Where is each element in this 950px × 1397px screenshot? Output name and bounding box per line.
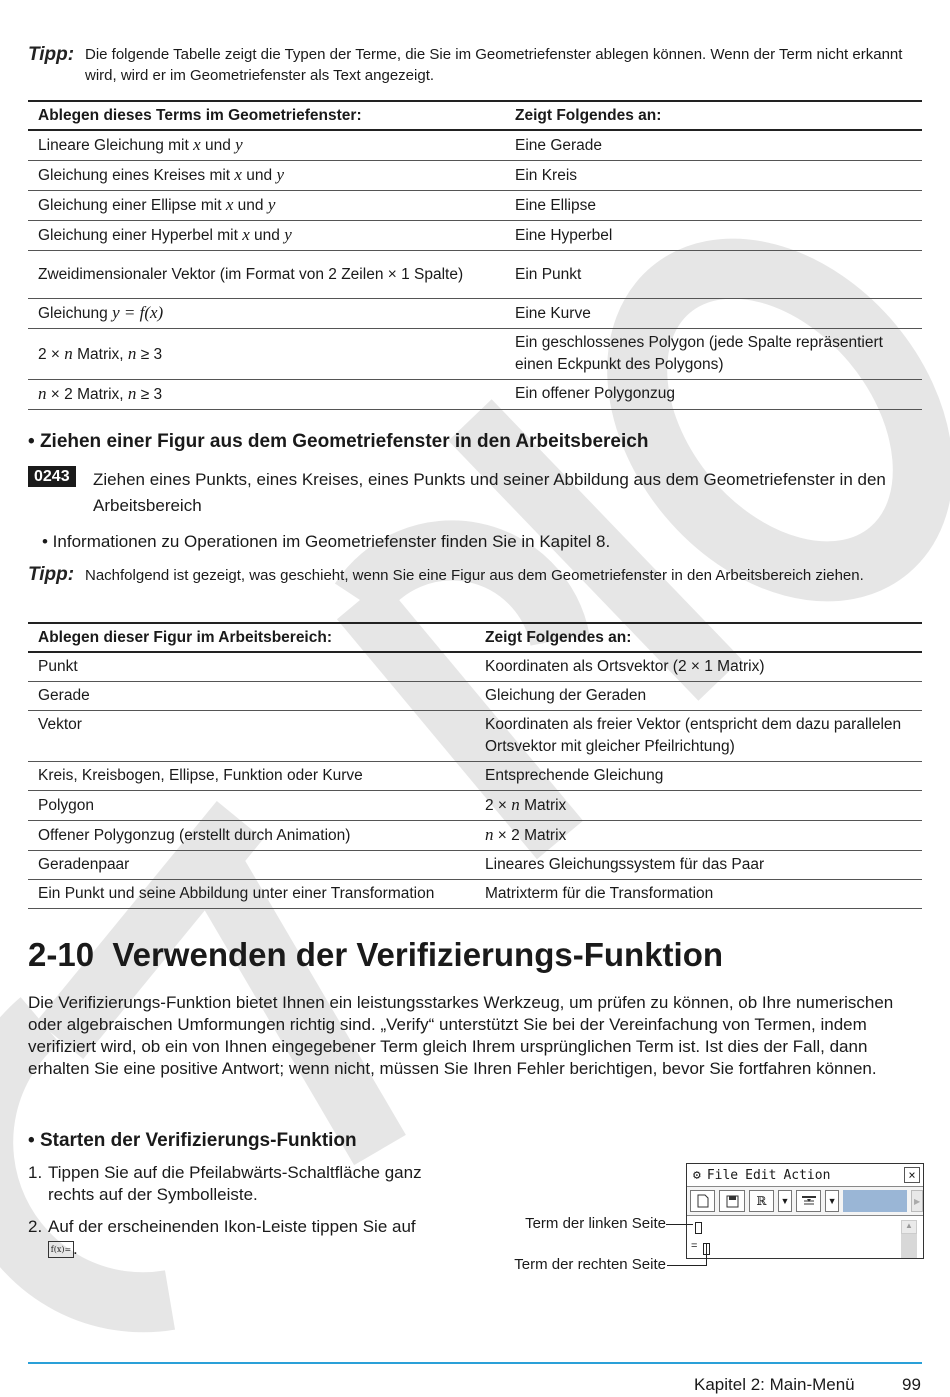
new-file-icon[interactable] (690, 1190, 715, 1212)
table-cell: Ein Punkt (505, 251, 922, 299)
section-heading (28, 1130, 357, 1152)
table-row (28, 329, 922, 380)
cell-text: und (241, 167, 277, 184)
table-cell (28, 221, 505, 251)
verify-icon: f(x)= (48, 1241, 74, 1258)
table-header: Zeigt Folgendes an: (475, 623, 922, 652)
example-badge (28, 468, 76, 486)
table-cell: Eine Kurve (505, 299, 922, 329)
table-row (28, 791, 922, 821)
equals-sign: = (691, 1240, 698, 1252)
callout-line (706, 1244, 707, 1265)
table-cell (28, 380, 505, 410)
table-cell: Offener Polygonzug (erstellt durch Animation) (28, 821, 475, 851)
table-cell: Kreis, Kreisbogen, Ellipse, Funktion oder Kurve (28, 762, 475, 791)
table-row (28, 682, 922, 711)
real-mode-icon[interactable]: ℝ (749, 1190, 774, 1212)
callout-line (667, 1265, 707, 1266)
tipp-label: Tipp: (28, 44, 75, 65)
table-row (28, 711, 922, 762)
table-cell: Polygon (28, 791, 475, 821)
table-cell (28, 130, 505, 161)
table-header-row (28, 101, 922, 130)
table-cell (28, 161, 505, 191)
tipp-text: Nachfolgend ist gezeigt, was geschieht, wenn Sie eine Figur aus dem Geometriefenster in den Arbeitsbereich ziehen. (85, 567, 864, 584)
step-end: . (73, 1239, 78, 1258)
cell-text: und (233, 197, 268, 214)
table-row (28, 130, 922, 161)
table-cell (475, 791, 922, 821)
math-var: x (193, 135, 201, 154)
table-row (28, 161, 922, 191)
table-cell: Koordinaten als Ortsvektor (2 × 1 Matrix) (475, 652, 922, 682)
math-var: y (276, 165, 284, 184)
callout-left-term: Term der linken Seite (525, 1215, 666, 1232)
cell-text: 2 × (38, 345, 65, 363)
table-row (28, 299, 922, 329)
step-number: 2. (28, 1217, 43, 1236)
calculator-screen (686, 1163, 924, 1259)
chapter-number: 2-10 (28, 936, 95, 973)
cell-text: Gleichung einer Hyperbel mit (38, 227, 243, 244)
bullet: • (28, 1130, 35, 1151)
tipp-label: Tipp: (28, 564, 75, 585)
math-var: n (127, 343, 137, 363)
cell-text: ≥ 3 (136, 345, 163, 363)
insert-icon[interactable] (796, 1190, 821, 1212)
table-row (28, 821, 922, 851)
example-text: Ziehen eines Punkts, eines Kreises, eines Punkts und seiner Abbildung aus dem Geometriefenster in den Arbeitsbereich (93, 470, 886, 515)
menu-action[interactable]: Action (783, 1167, 831, 1183)
figures-table (28, 622, 922, 909)
table-cell: Zweidimensionaler Vektor (im Format von 2 Zeilen × 1 Spalte) (28, 251, 505, 299)
calc-toolbar (687, 1187, 923, 1216)
cell-text: Gleichung einer Ellipse mit (38, 197, 226, 214)
section-heading (28, 431, 648, 453)
cell-text: Matrix (519, 797, 567, 814)
table-row (28, 880, 922, 909)
table-cell: Ein Kreis (505, 161, 922, 191)
table-row (28, 762, 922, 791)
section-heading-text: Ziehen einer Figur aus dem Geometriefenster in den Arbeitsbereich (39, 431, 649, 452)
table-cell: Gleichung der Geraden (475, 682, 922, 711)
table-cell: Geradenpaar (28, 851, 475, 880)
cell-text: Matrix, (72, 345, 128, 363)
section-heading-text: Starten der Verifizierungs-Funktion (39, 1130, 357, 1151)
gear-icon[interactable]: ⚙ (693, 1167, 701, 1183)
math-formula: y = f(x) (112, 303, 164, 322)
cell-text: Gleichung eines Kreises mit (38, 167, 235, 184)
table-cell: Punkt (28, 652, 475, 682)
close-icon[interactable]: × (904, 1167, 920, 1183)
example-number: 0243 (28, 466, 76, 487)
cell-text: und (200, 137, 236, 154)
table-cell: Eine Gerade (505, 130, 922, 161)
table-header-row (28, 623, 922, 652)
toolbar-highlight (843, 1190, 907, 1212)
table-cell: Ein offener Polygonzug (505, 380, 922, 410)
tipp-text: Die folgende Tabelle zeigt die Typen der Terme, die Sie im Geometriefenster ablegen können. Wenn der Term nicht erkannt wird, wird er im Geometriefenster als Text angezeigt. (85, 46, 903, 84)
table-row (28, 251, 922, 299)
table-row (28, 380, 922, 410)
chapter-heading (28, 936, 723, 974)
cell-text: und (249, 227, 285, 244)
table-cell: Eine Hyperbel (505, 221, 922, 251)
callout-line (666, 1224, 693, 1225)
save-icon[interactable] (719, 1190, 744, 1212)
table-row (28, 191, 922, 221)
cell-text: 2 × (485, 797, 512, 814)
math-var: y (235, 135, 243, 154)
math-var: x (242, 225, 250, 244)
table-cell (475, 821, 922, 851)
math-var: n (127, 384, 137, 403)
scrollbar[interactable] (901, 1220, 917, 1259)
table-cell: Ein geschlossenes Polygon (jede Spalte repräsentiert einen Eckpunkt des Polygons) (505, 329, 922, 380)
table-cell: Eine Ellipse (505, 191, 922, 221)
table-cell: Ein Punkt und seine Abbildung unter einer Transformation (28, 880, 475, 909)
table-cell: Lineares Gleichungssystem für das Paar (475, 851, 922, 880)
math-var: n (511, 795, 520, 814)
math-var: n (38, 384, 47, 403)
menu-edit[interactable]: Edit (745, 1167, 777, 1183)
table-cell (28, 191, 505, 221)
step-number: 1. (28, 1163, 43, 1182)
cell-text: Gleichung (38, 305, 113, 322)
left-term-cursor[interactable] (695, 1222, 702, 1234)
bullet: • (28, 431, 35, 452)
math-var: n (485, 825, 494, 844)
chapter-title: Verwenden der Verifizierungs-Funktion (112, 936, 724, 973)
calc-menubar (687, 1164, 923, 1187)
terms-table (28, 100, 922, 410)
calc-work-area (687, 1216, 923, 1259)
callout-right-term: Term der rechten Seite (514, 1256, 666, 1273)
table-cell: Matrixterm für die Transformation (475, 880, 922, 909)
step-text: Auf der erscheinenden Ikon-Leiste tippen Sie auf (48, 1217, 416, 1236)
math-var: x (225, 195, 234, 214)
table-cell (28, 329, 505, 380)
table-row (28, 652, 922, 682)
table-header: Ablegen dieser Figur im Arbeitsbereich: (28, 623, 475, 652)
cell-text: ≥ 3 (136, 386, 163, 403)
scroll-up-icon[interactable]: ▲ (901, 1220, 917, 1234)
math-var: x (234, 165, 242, 184)
math-var: y (284, 225, 292, 244)
table-cell: Vektor (28, 711, 475, 762)
dropdown-icon[interactable]: ▼ (778, 1190, 792, 1212)
table-row (28, 851, 922, 880)
menu-file[interactable]: File (706, 1167, 739, 1183)
math-var: n (64, 343, 73, 363)
cell-text: × 2 Matrix, (46, 386, 128, 403)
table-cell: Koordinaten als freier Vektor (entspricht dem dazu parallelen Ortsvektor mit gleicher Pfeilrichtung) (475, 711, 922, 762)
cell-text: × 2 Matrix (493, 827, 567, 844)
table-cell: Entsprechende Gleichung (475, 762, 922, 791)
toolbar-scroll-right[interactable]: ▶ (911, 1190, 923, 1212)
table-cell (28, 299, 505, 329)
cell-text: Lineare Gleichung mit (38, 137, 194, 154)
footer-chapter: Kapitel 2: Main-Menü (694, 1375, 855, 1394)
table-row (28, 221, 922, 251)
table-header: Ablegen dieses Terms im Geometriefenster: (28, 101, 505, 130)
math-var: y (267, 195, 276, 214)
table-header: Zeigt Folgendes an: (505, 101, 922, 130)
page-number: 99 (902, 1375, 921, 1394)
footer-rule (28, 1362, 922, 1364)
table-cell: Gerade (28, 682, 475, 711)
dropdown-icon[interactable]: ▼ (825, 1190, 839, 1212)
info-text: • Informationen zu Operationen im Geometriefenster finden Sie in Kapitel 8. (42, 532, 611, 551)
step-text: Tippen Sie auf die Pfeilabwärts-Schaltfläche ganz rechts auf der Symbolleiste. (48, 1163, 422, 1204)
chapter-intro: Die Verifizierungs-Funktion bietet Ihnen ein leistungsstarkes Werkzeug, um prüfen zu können, ob Ihre numerischen oder algebraischen Umformungen richtig sind. „Verify“ unterstützt Sie bei der Vereinfachung von Termen, indem verifiziert wird, ob ein von Ihnen eingegebener Term gleich Ihrem ursprünglichen Term ist. Ist dies der Fall, dann erhalten Sie eine positive Antwort; wenn nicht, müssen Sie Ihren Fehler berichtigen, bevor Sie fortfahren können. (28, 993, 894, 1078)
